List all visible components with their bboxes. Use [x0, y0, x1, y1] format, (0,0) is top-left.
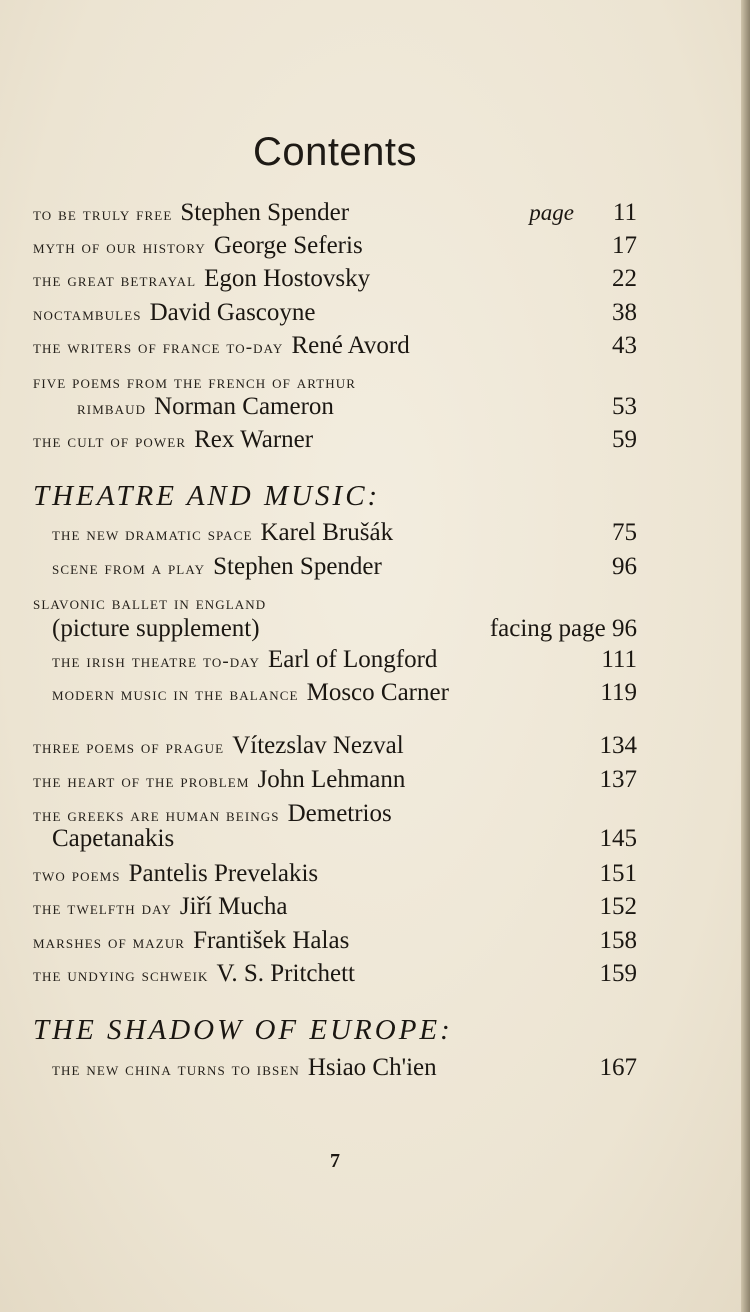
entry-page: 38 [612, 299, 637, 326]
page-number: 7 [330, 1150, 340, 1172]
entry-author: Stephen Spender [180, 199, 350, 226]
entry-title: to be truly free [33, 204, 173, 225]
entry-page: 159 [599, 960, 637, 987]
entry-page: 152 [599, 893, 637, 920]
entry-author: Vítezslav Nezval [232, 732, 404, 759]
entry-author: V. S. Pritchett [216, 960, 355, 987]
page-column-label: page [529, 200, 574, 225]
entry-title: marshes of mazur [33, 932, 186, 953]
entry-page: 158 [599, 927, 637, 954]
entry-page: 17 [612, 232, 637, 259]
entry-author: George Seferis [213, 232, 363, 259]
entry-page: 43 [612, 332, 637, 359]
entry-page: 137 [599, 766, 637, 793]
entry-title: modern music in the balance [52, 684, 299, 705]
entry-title: the new dramatic space [52, 524, 253, 545]
entry-title: the new china turns to ibsen [52, 1059, 300, 1080]
entry-author: František Halas [193, 927, 350, 954]
entry-author: René Avord [291, 332, 410, 359]
entry-author: Egon Hostovsky [204, 265, 371, 292]
entry-author: Rex Warner [194, 426, 314, 453]
entry-page: 11 [612, 199, 637, 226]
entry-title: the undying schweik [33, 965, 209, 986]
entry-subtitle: (picture supplement) [52, 615, 260, 642]
entry-title: myth of our history [33, 237, 206, 258]
section-heading: THEATRE AND MUSIC: [33, 480, 381, 512]
entry-title: the cult of power [33, 431, 187, 452]
entry-title: the greeks are human beings [33, 805, 280, 826]
entry-title: the great betrayal [33, 270, 197, 291]
entry-title: the irish theatre to-day [52, 651, 261, 672]
entry-author: Norman Cameron [154, 393, 334, 420]
entry-author: John Lehmann [257, 766, 406, 793]
entry-author: Pantelis Prevelakis [128, 860, 319, 887]
page-edge [741, 0, 750, 1312]
entry-page: facing page 96 [489, 615, 637, 642]
entry-author: David Gascoyne [149, 299, 316, 326]
page-title: Contents [252, 130, 418, 174]
entry-title: three poems of prague [33, 737, 225, 758]
entry-title: two poems [33, 865, 121, 886]
entry-author: Demetrios [287, 800, 392, 827]
entry-page: 145 [599, 825, 637, 852]
section-heading: THE SHADOW OF EUROPE: [33, 1014, 453, 1046]
entry-title: noctambules [33, 304, 142, 325]
entry-page: 75 [612, 519, 637, 546]
entry-title-continued: rimbaud [77, 398, 147, 419]
entry-author-continued: Capetanakis [52, 825, 175, 852]
entry-author: Earl of Longford [268, 646, 438, 673]
entry-author: Karel Brušák [260, 519, 394, 546]
entry-page: 22 [612, 265, 637, 292]
entry-page: 96 [612, 553, 637, 580]
entry-title: five poems from the french of arthur [33, 372, 357, 393]
entry-page: 111 [601, 646, 637, 673]
entry-page: 119 [600, 679, 637, 706]
entry-page: 151 [599, 860, 637, 887]
entry-author: Stephen Spender [213, 553, 382, 580]
entry-page: 134 [599, 732, 637, 759]
entry-author: Jiří Mucha [179, 893, 288, 920]
entry-page: 53 [612, 393, 637, 420]
entry-page: 59 [612, 426, 637, 453]
entry-title: slavonic ballet in england [33, 593, 267, 614]
entry-author: Hsiao Ch'ien [307, 1054, 437, 1081]
entry-title: scene from a play [52, 558, 206, 579]
entry-title: the writers of france to-day [33, 337, 284, 358]
entry-page: 167 [599, 1054, 637, 1081]
entry-title: the heart of the problem [33, 771, 250, 792]
entry-title: the twelfth day [33, 898, 172, 919]
entry-author: Mosco Carner [306, 679, 449, 706]
